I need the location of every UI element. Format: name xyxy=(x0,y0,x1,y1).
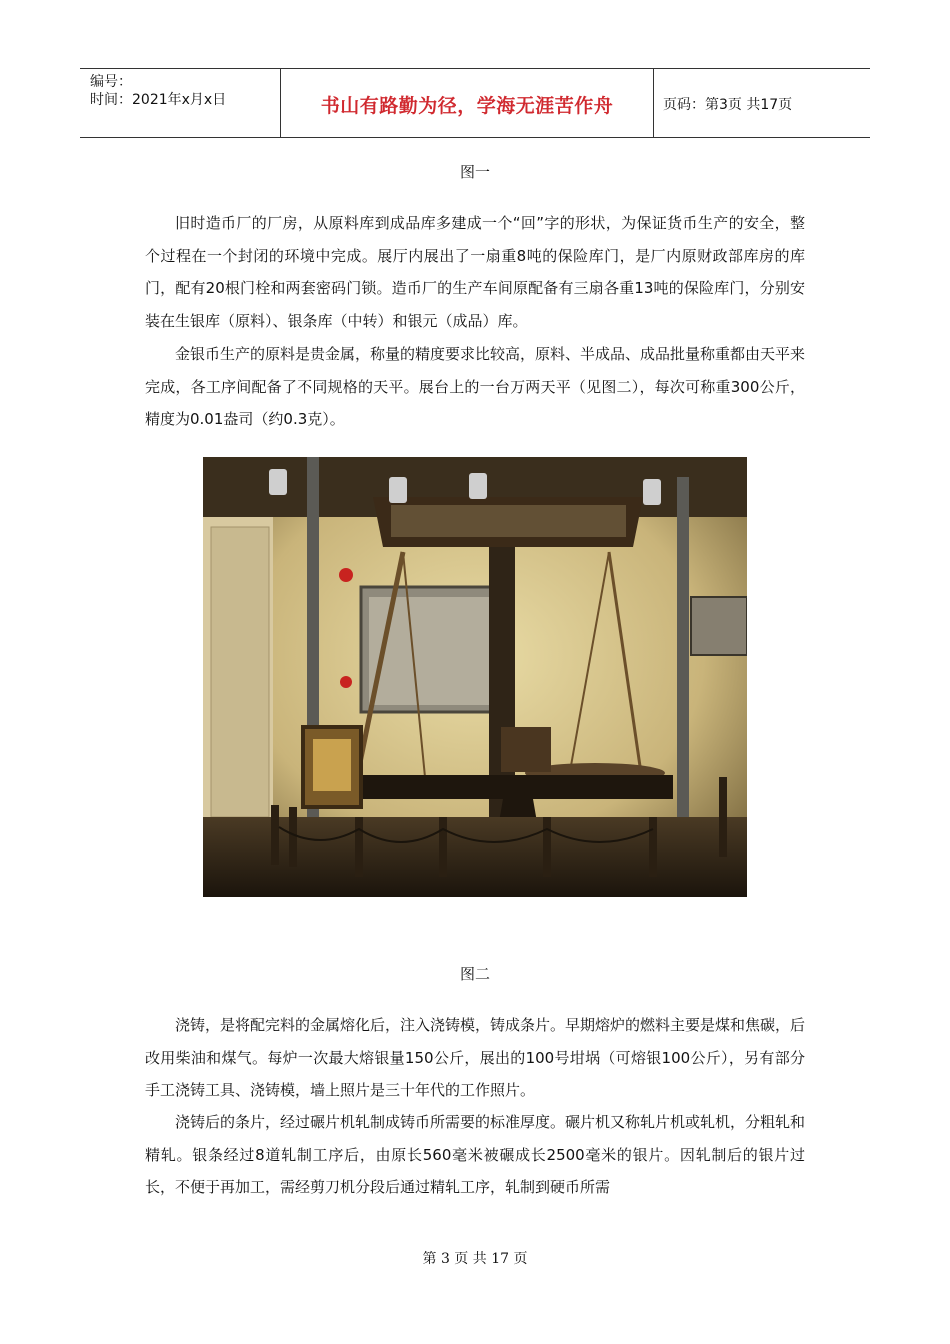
header-meta-cell xyxy=(80,69,280,137)
page-code: 页码：第3页 共17页 xyxy=(663,97,793,113)
figure-2-caption: 图二 xyxy=(459,965,490,983)
header-motto-cell xyxy=(280,69,654,137)
page-footer: 第 3 页 共 17 页 xyxy=(422,1251,528,1267)
paragraph-balance: 金银币生产的原料是贵金属，称量的精度要求比较高，原料、半成品、成品批量称重都由天平来完成，各工序间配备了不同规格的天平。展台上的一台万两天平（见图二），每次可称重300公斤，精度为0.01盎司（约0.3克）。 xyxy=(145,345,806,428)
page-header xyxy=(80,68,870,138)
time-label: 时间：2021年x月x日 xyxy=(90,92,227,108)
number-label: 编号： xyxy=(90,74,132,90)
paragraph-vault: 旧时造币厂的厂房，从原料库到成品库多建成一个“回”字的形状，为保证货币生产的安全，整个过程在一个封闭的环境中完成。展厅内展出了一扇重8吨的保险库门，是厂内原财政部库房的库门，配有20根门栓和两套密码门锁。造币厂的生产车间原配备有三扇各重13吨的保险库门，分别安装在生银库（原料）、银条库（中转）和银元（成品）库。 xyxy=(145,214,805,330)
figure-1-caption: 图一 xyxy=(459,163,490,181)
motto-text: 书山有路勤为径，学海无涯苦作舟 xyxy=(320,95,614,117)
header-page-cell xyxy=(653,69,870,137)
paragraph-rolling: 浇铸后的条片，经过碾片机轧制成铸币所需要的标准厚度。碾片机又称轧片机或轧机，分粗轧和精轧。银条经过8道轧制工序后，由原长560毫米被碾成长2500毫米的银片。因轧制后的银片过长，不便于再加工，需经剪刀机分段后通过精轧工序，轧制到硬币所需 xyxy=(145,1113,806,1196)
paragraph-casting: 浇铸，是将配完料的金属熔化后，注入浇铸模，铸成条片。早期熔炉的燃料主要是煤和焦碳，后改用柴油和煤气。每炉一次最大熔银量150公斤，展出的100号坩埚（可熔银100公斤），另有部分手工浇铸工具、浇铸模，墙上照片是三十年代的工作照片。 xyxy=(145,1016,806,1099)
balance-scale-photo xyxy=(203,457,747,897)
